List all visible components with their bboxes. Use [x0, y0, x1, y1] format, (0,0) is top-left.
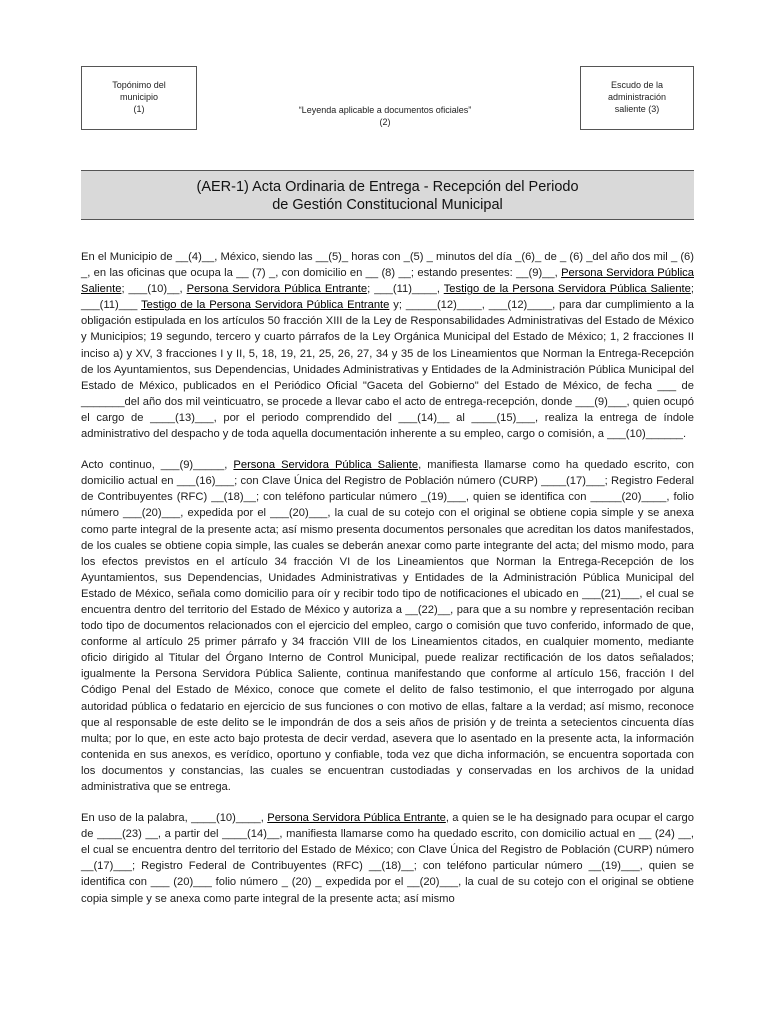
text-run: ; ___(10)__,	[121, 283, 187, 296]
document-title-line-2: de Gestión Constitucional Municipal	[272, 197, 503, 213]
role-outgoing-witness: Testigo de la Persona Servidora Pública Saliente	[443, 283, 691, 296]
official-legend-text: “Leyenda aplicable a documentos oficiales”	[298, 105, 472, 115]
coat-of-arms-label-line-1: Escudo de la	[610, 80, 664, 90]
role-outgoing-official: Persona Servidora Pública Saliente	[233, 459, 419, 472]
coat-of-arms-label-line-2: administración	[607, 92, 667, 102]
text-run: ; ___(11)____,	[367, 283, 444, 296]
text-run: y; _____(12)____, ___(12)____, para dar cumplimiento a la obligación estipulada en los artículos 50 fracción XIII de la Ley de Responsabilidades Administrativas del Estado de México y Municipios; 19 segundo, tercero y cuarto párrafos de la Ley Orgánica Municipal del Estado de México; 1, 2 fracciones II inciso a) y XV, 3 fracciones I y II, 5, 18, 19, 21, 25, 26, 27, 34 y 35 de los Lineamientos que Norman la Entrega-Recepción de los Ayuntamientos, sus Dependencias, Unidades Administrativas y Entidades de la Administración Pública Municipal del Estado de México, publicados en el Periódico Oficial "Gaceta del Gobierno" del Estado de México, de fecha ___ de _______del año dos mil veinticuatro, se procede a llevar cabo el acto de entrega-recepción, donde ___(9)___, quien ocupó el cargo de ____(13)___, por el periodo comprendido del ___(14)__ al ____(15)___, realiza la entrega de índole administrativo del despacho y de toda aquella documentación inherente a su empleo, cargo o comisión, a ___(10)______.	[81, 299, 694, 441]
text-run: Acto continuo, ___(9)_____,	[81, 459, 234, 472]
role-outgoing-official: Persona Servidora Pública Saliente	[81, 267, 694, 296]
paragraph-opening	[81, 249, 694, 442]
document-body	[81, 249, 694, 922]
coat-of-arms-box	[580, 66, 694, 130]
official-legend	[230, 104, 540, 128]
paragraph-outgoing-declaration	[81, 457, 694, 795]
text-run: , a quien se le ha designado para ocupar el cargo de ____(23) __, a partir del ____(14)__, manifiesta llamarse como ha quedado escrito, con domicilio actual en __ (24) __, el cual se encuentra dentro del territorio del Estado de México; con Clave Única del Registro de Población (CURP) número __(17)___; Registro Federal de Contribuyentes (RFC) __(18)__; con teléfono particular número __(19)___, quien se identifica con ___ (20)___ folio número _ (20) _ expedida por el __(20)___, la cual de su cotejo con el original se obtiene copia simple y se anexa como parte integral de la presente acta; así mismo	[81, 812, 695, 905]
municipality-name-box	[81, 66, 197, 130]
paragraph-incoming-declaration	[81, 810, 694, 907]
official-legend-number: (2)	[379, 117, 391, 127]
document-title	[81, 170, 694, 220]
text-run: En uso de la palabra, ____(10)____,	[81, 812, 268, 825]
text-run: ; ___(11)___	[81, 283, 694, 312]
role-incoming-witness: Testigo de la Persona Servidora Pública Entrante	[141, 299, 390, 312]
role-incoming-official: Persona Servidora Pública Entrante	[186, 283, 368, 296]
role-incoming-official: Persona Servidora Pública Entrante	[267, 812, 446, 825]
municipality-label-line-1: Topónimo del	[112, 80, 166, 90]
document-title-line-1: (AER-1) Acta Ordinaria de Entrega - Recepción del Periodo	[196, 179, 579, 195]
coat-of-arms-label-line-3: saliente (3)	[614, 104, 660, 114]
text-run: En el Municipio de __(4)__, México, siendo las __(5)_ horas con _(5) _ minutos del día _(6)_ de _ (6) _del año dos mil _ (6) _, en las oficinas que ocupa la __ (7) _, con domicilio en __ (8) __; estando presentes: __(9)__,	[81, 251, 694, 280]
municipality-label-line-3: (1)	[133, 104, 145, 114]
municipality-label-line-2: municipio	[119, 92, 159, 102]
text-run: , manifiesta llamarse como ha quedado escrito, con domicilio actual en ___(16)___; con Clave Única del Registro de Población número (CURP) ____(17)___; Registro Federal de Contribuyentes (RFC) __(18)__; con teléfono particular número _(19)___, quien se identifica con _____(20)____, folio número ___(20)___, expedida por el ___(20)___, la cual de su cotejo con el original se obtiene copia simple y se anexa como parte integral de la presente acta; así mismo presenta documentos personales que acreditan los datos manifestados, de los cuales se obtiene copia simple, las cuales se deberán anexar como parte integrante del acta; del mismo modo, para los efectos previstos en el artículo 34 fracción VI de los Lineamientos que Norman la Entrega-Recepción de los Ayuntamientos, sus Dependencias, Unidades Administrativas y Entidades de la Administración Pública Municipal del Estado de México, señala como domicilio para oír y recibir todo tipo de notificaciones el ubicado en ___(21)___, el cual se encuentra dentro del territorio del Estado de México y autoriza a __(22)__, para que a su nombre y representación reciban todo tipo de documentos relacionados con el ejercicio del empleo, cargo o comisión que tuvo conferido, informado de que, conforme al artículo 25 primer párrafo y 34 fracción VIII de los Lineamientos citados, en cualquier momento, mediante oficio dirigido al Titular del Órgano Interno de Control Municipal, puede realizar rectificación de los datos señalados; igualmente la Persona Servidora Pública Saliente, continua manifestando que conforme al artículo 156, fracción I del Código Penal del Estado de México, conoce que comete el delito de falso testimonio, el que interrogado por alguna autoridad pública o fedatario en ejercicio de sus funciones o con motivo de ellas, faltare a la verdad; así mismo, reconoce que al responsable de este delito se le impondrán de dos a seis años de prisión y de treinta a setecientos cincuenta días multa; por lo que, en este acto bajo protesta de decir verdad, asevera que lo asentado en la presente acta, la información contenida en sus anexos, es verídico, oportuno y confiable, toda vez que dicha información, se encuentra soportada con los documentos y constancias, las cuales se encuentran custodiadas y conservadas en los archivos de la unidad administrativa que se entrega.	[81, 459, 694, 793]
